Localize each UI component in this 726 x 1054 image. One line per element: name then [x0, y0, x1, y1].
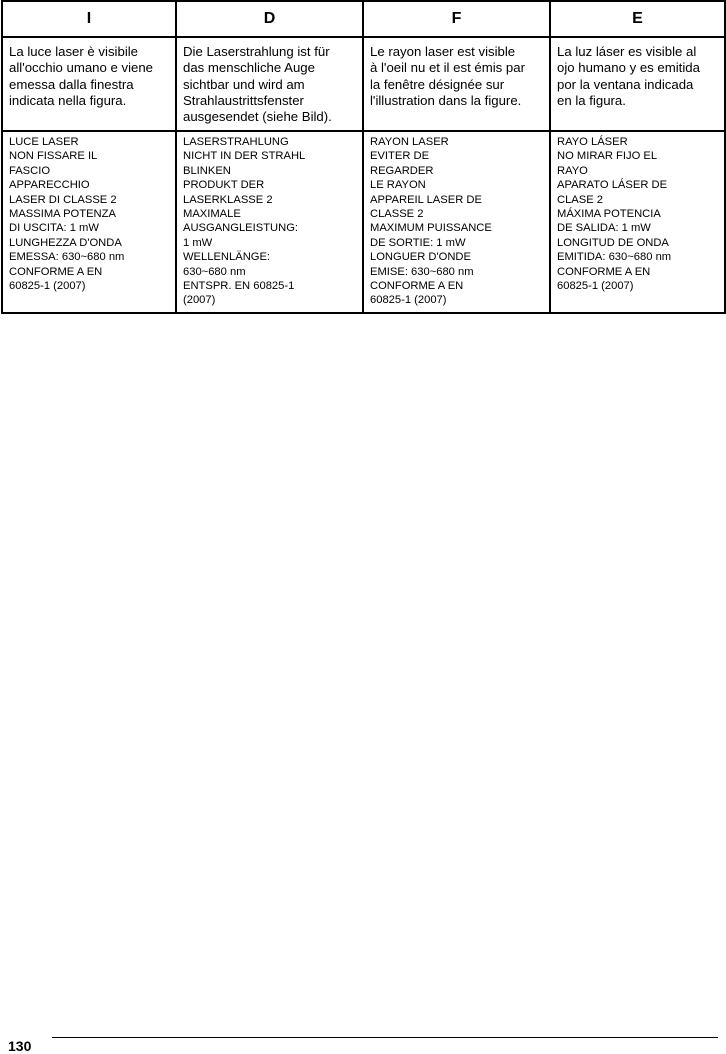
warning-label-cell-french: [363, 131, 550, 313]
laser-safety-table: [1, 0, 726, 314]
warning-label-cell-italian: [2, 131, 176, 313]
language-header-italian: I: [2, 1, 176, 37]
description-text: Die Laserstrahlung ist für das menschliche Auge sichtbar und wird am Strahlaustrittsfenster ausgesendet (siehe Bild).: [183, 44, 332, 125]
description-row: [2, 37, 725, 131]
warning-label-text: LASERSTRAHLUNG NICHT IN DER STRAHL BLINKEN PRODUKT DER LASERKLASSE 2 MAXIMALE AUSGANGLEISTUNG: 1 mW WELLENLÄNGE: 630~680 nm ENTSPR. EN 60825-1 (2007): [183, 136, 306, 307]
language-header-german: D: [176, 1, 363, 37]
description-text: La luce laser è visibile all'occhio umano e viene emessa dalla finestra indicata nella figura.: [9, 44, 154, 108]
warning-label-text: RAYON LASER EVITER DE REGARDER LE RAYON APPAREIL LASER DE CLASSE 2 MAXIMUM PUISSANCE DE SORTIE: 1 mW LONGUER D'ONDE EMISE: 630~680 nm CONFORME A EN 60825-1 (2007): [370, 136, 492, 307]
warning-label-text: LUCE LASER NON FISSARE IL FASCIO APPARECCHIO LASER DI CLASSE 2 MASSIMA POTENZA DI USCITA: 1 mW LUNGHEZZA D'ONDA EMESSA: 630~680 nm CONFORME A EN 60825-1 (2007): [9, 136, 125, 293]
warning-label-row: [2, 131, 725, 313]
description-cell-italian: [2, 37, 176, 131]
warning-label-text: RAYO LÁSER NO MIRAR FIJO EL RAYO APARATO LÁSER DE CLASE 2 MÁXIMA POTENCIA DE SALIDA: 1 mW LONGITUD DE ONDA EMITIDA: 630~680 nm CONFORME A EN 60825-1 (2007): [557, 136, 672, 293]
warning-label-cell-german: [176, 131, 363, 313]
language-header-row: [2, 1, 725, 37]
warning-label-cell-spanish: [550, 131, 725, 313]
description-text: Le rayon laser est visible à l'oeil nu et il est émis par la fenêtre désignée sur l'illustration dans la figure.: [370, 44, 525, 108]
language-header-french: F: [363, 1, 550, 37]
language-header-spanish: E: [550, 1, 725, 37]
description-text: La luz láser es visible al ojo humano y es emitida por la ventana indicada en la figura.: [557, 44, 700, 108]
footer-divider: [52, 1037, 718, 1038]
page-number: 130: [8, 1038, 32, 1054]
description-cell-spanish: [550, 37, 725, 131]
description-cell-french: [363, 37, 550, 131]
description-cell-german: [176, 37, 363, 131]
